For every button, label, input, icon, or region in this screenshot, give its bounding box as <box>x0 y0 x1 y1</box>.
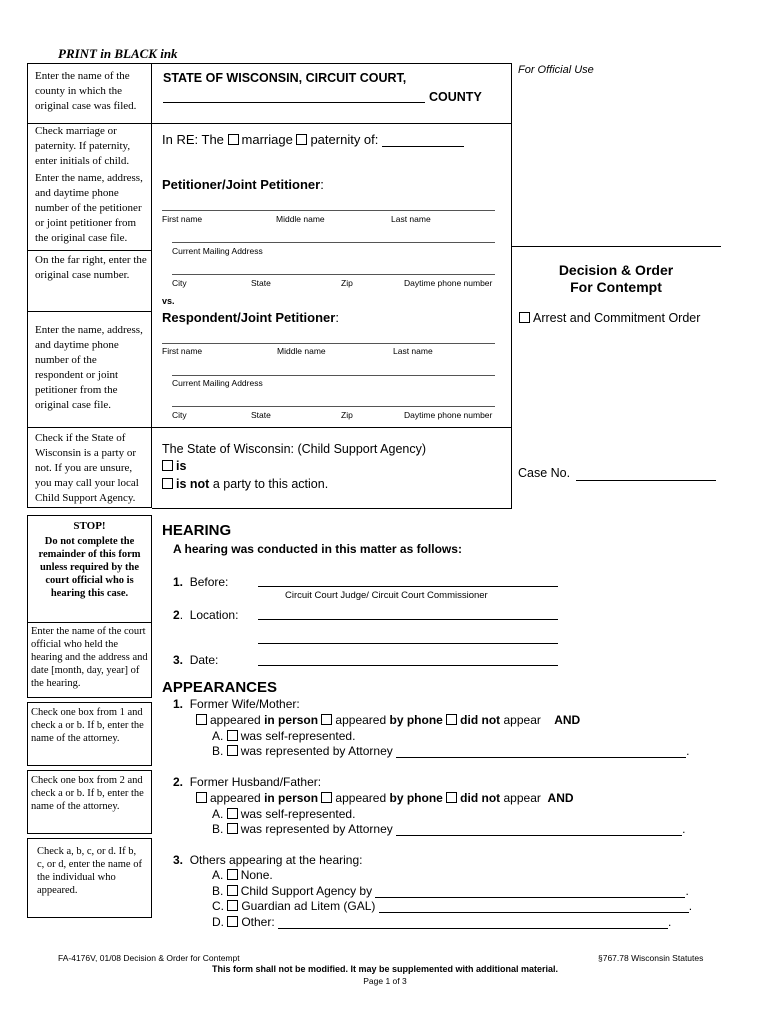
respondent-address-field[interactable] <box>172 375 495 376</box>
instruction-case-number: On the far right, enter the original case number. <box>35 254 147 281</box>
paternity-label: paternity of: <box>310 132 379 147</box>
instruction-state-party: Check if the State of Wisconsin is a party or not. If you are unsure, you may call your local Child Support Agency. <box>35 432 139 504</box>
others-csa-checkbox[interactable] <box>227 885 238 896</box>
husband-self-row: A. was self-represented. <box>212 807 356 821</box>
instruction-marriage: Check marriage or paternity. If paternity, enter initials of child. <box>35 125 131 167</box>
petitioner-phone-label: Daytime phone number <box>404 278 493 288</box>
wife-self-checkbox[interactable] <box>227 730 238 741</box>
wife-attorney-field[interactable] <box>396 757 686 758</box>
marriage-checkbox[interactable] <box>228 134 239 145</box>
arrest-order-label: Arrest and Commitment Order <box>533 311 701 325</box>
others-gal-checkbox[interactable] <box>227 900 238 911</box>
others-label: 3. Others appearing at the hearing: <box>173 853 363 867</box>
state-wi-label: The State of Wisconsin: (Child Support Agency) <box>162 442 427 456</box>
husband-appearance-row: appeared in person appeared by phone did not appear AND <box>196 791 574 805</box>
wife-attorney-checkbox[interactable] <box>227 745 238 756</box>
hearing-date-field[interactable] <box>258 665 558 666</box>
county-field[interactable] <box>163 102 425 103</box>
petitioner-last-label: Last name <box>391 214 431 224</box>
respondent-name-field[interactable] <box>162 343 495 344</box>
husband-self-checkbox[interactable] <box>227 808 238 819</box>
instruction-husband: Check one box from 2 and check a or b. If b, enter the name of the attorney. <box>31 775 144 812</box>
vs-label: vs. <box>162 296 175 306</box>
state-party-label: a party to this action. <box>212 477 329 491</box>
state-is-not-option <box>162 477 328 491</box>
husband-by-phone-checkbox[interactable] <box>321 792 332 803</box>
others-other-field[interactable] <box>278 928 668 929</box>
wife-self-row: A. was self-represented. <box>212 729 356 743</box>
paternity-checkbox[interactable] <box>296 134 307 145</box>
respondent-first-label: First name <box>162 346 203 356</box>
instruction-county: Enter the name of the county in which the original case was filed. <box>35 70 137 112</box>
petitioner-first-label: First name <box>162 214 203 224</box>
petitioner-state-label: State <box>251 278 271 288</box>
state-is-not-label: is not <box>176 477 210 491</box>
arrest-order-checkbox[interactable] <box>519 312 530 323</box>
wife-did-not-checkbox[interactable] <box>446 714 457 725</box>
respondent-phone-label: Daytime phone number <box>404 410 493 420</box>
petitioner-name-field[interactable] <box>162 210 495 211</box>
others-csa-row: B. Child Support Agency by . <box>212 884 689 898</box>
others-csa-field[interactable] <box>375 897 685 898</box>
petitioner-middle-label: Middle name <box>276 214 325 224</box>
respondent-address-label: Current Mailing Address <box>172 378 263 388</box>
respondent-state-label: State <box>251 410 271 420</box>
in-re-line <box>162 132 464 147</box>
petitioner-address-label: Current Mailing Address <box>172 246 263 256</box>
husband-attorney-field[interactable] <box>396 835 682 836</box>
husband-in-person-checkbox[interactable] <box>196 792 207 803</box>
petitioner-address-field[interactable] <box>172 242 495 243</box>
husband-label: 2. Former Husband/Father: <box>173 775 322 789</box>
respondent-zip-label: Zip <box>341 410 353 420</box>
husband-attorney-checkbox[interactable] <box>227 823 238 834</box>
footer-form-id: FA-4176V, 01/08 Decision & Order for Contempt <box>58 953 240 963</box>
others-none-checkbox[interactable] <box>227 869 238 880</box>
respondent-last-label: Last name <box>393 346 433 356</box>
footer-note: This form shall not be modified. It may be supplemented with additional material. <box>211 964 559 974</box>
hearing-date-label: 3. Date: <box>173 653 219 667</box>
stop-heading: STOP! <box>73 520 106 532</box>
state-is-checkbox[interactable] <box>162 460 173 471</box>
instruction-others: Check a, b, c, or d. If b, c, or d, enter the name of the individual who appeared. <box>37 846 142 896</box>
form-title-line1: Decision & Order <box>558 262 674 278</box>
petitioner-city-label: City <box>172 278 187 288</box>
wife-by-phone-checkbox[interactable] <box>321 714 332 725</box>
others-gal-row: C. Guardian ad Litem (GAL) . <box>212 899 693 913</box>
divider <box>27 250 152 251</box>
appearances-heading: APPEARANCES <box>162 679 278 696</box>
respondent-city-field[interactable] <box>172 406 495 407</box>
court-heading: STATE OF WISCONSIN, CIRCUIT COURT, <box>163 71 407 85</box>
instruction-court-official: Enter the name of the court official who held the hearing and the address and date [month, day, year] of the hearing. <box>31 626 148 689</box>
husband-attorney-row: B. was represented by Attorney . <box>212 822 686 836</box>
hearing-heading: HEARING <box>162 522 232 539</box>
stop-text: Do not complete the remainder of this form unless required by the court official who is hearing this case. <box>38 536 141 599</box>
respondent-middle-label: Middle name <box>277 346 326 356</box>
husband-did-not-checkbox[interactable] <box>446 792 457 803</box>
divider <box>27 427 152 428</box>
respondent-city-label: City <box>172 410 187 420</box>
others-none-row: A. None. <box>212 868 273 882</box>
respondent-label: Respondent/Joint Petitioner: <box>162 310 339 325</box>
wife-label: 1. Former Wife/Mother: <box>173 697 300 711</box>
others-gal-field[interactable] <box>379 912 689 913</box>
others-other-checkbox[interactable] <box>227 916 238 927</box>
official-use-label: For Official Use <box>518 64 594 76</box>
case-no-field[interactable] <box>576 480 716 481</box>
caption-rule <box>152 427 512 428</box>
divider <box>27 311 152 312</box>
county-label: COUNTY <box>429 90 482 104</box>
wife-appearance-row: appeared in person appeared by phone did not appear AND <box>196 713 580 727</box>
caption-rule <box>152 123 512 124</box>
child-initials-field[interactable] <box>382 146 464 147</box>
official-use-bottom <box>511 246 721 247</box>
petitioner-city-field[interactable] <box>172 274 495 275</box>
others-other-row: D. Other: . <box>212 915 672 929</box>
hearing-location-field[interactable] <box>258 619 558 620</box>
hearing-location-label: 2. Location: <box>173 608 239 622</box>
judge-caption: Circuit Court Judge/ Circuit Court Commissioner <box>285 590 488 601</box>
state-is-label: is <box>176 459 187 473</box>
print-note: PRINT in BLACK ink <box>58 46 178 61</box>
state-is-option <box>162 459 186 473</box>
instruction-wife: Check one box from 1 and check a or b. If b, enter the name of the attorney. <box>31 707 144 744</box>
footer-statute: §767.78 Wisconsin Statutes <box>598 953 704 963</box>
wife-attorney-row: B. was represented by Attorney . <box>212 744 690 758</box>
caption-top-rule <box>152 63 512 64</box>
hearing-before-field[interactable] <box>258 586 558 587</box>
caption-bottom-rule <box>152 508 512 509</box>
petitioner-label: Petitioner/Joint Petitioner: <box>162 177 324 192</box>
instruction-respondent: Enter the name, address, and daytime phone number of the respondent or joint petitioner from the original case file. <box>35 324 143 411</box>
in-re-label: In RE: The <box>162 132 224 147</box>
form-title-line2: For Contempt <box>570 279 662 295</box>
instruction-petitioner: Enter the name, address, and daytime phone number of the petitioner or joint petitioner from the original case file. <box>35 172 143 244</box>
state-is-not-checkbox[interactable] <box>162 478 173 489</box>
petitioner-zip-label: Zip <box>341 278 353 288</box>
case-no-label: Case No. <box>518 466 571 480</box>
hearing-location-field-2[interactable] <box>258 643 558 644</box>
footer-page: Page 1 of 3 <box>363 976 407 986</box>
wife-in-person-checkbox[interactable] <box>196 714 207 725</box>
marriage-label: marriage <box>241 132 293 147</box>
hearing-before-label: 1. Before: <box>173 575 229 589</box>
arrest-order-option <box>519 311 700 325</box>
hearing-intro: A hearing was conducted in this matter as follows: <box>173 542 462 556</box>
